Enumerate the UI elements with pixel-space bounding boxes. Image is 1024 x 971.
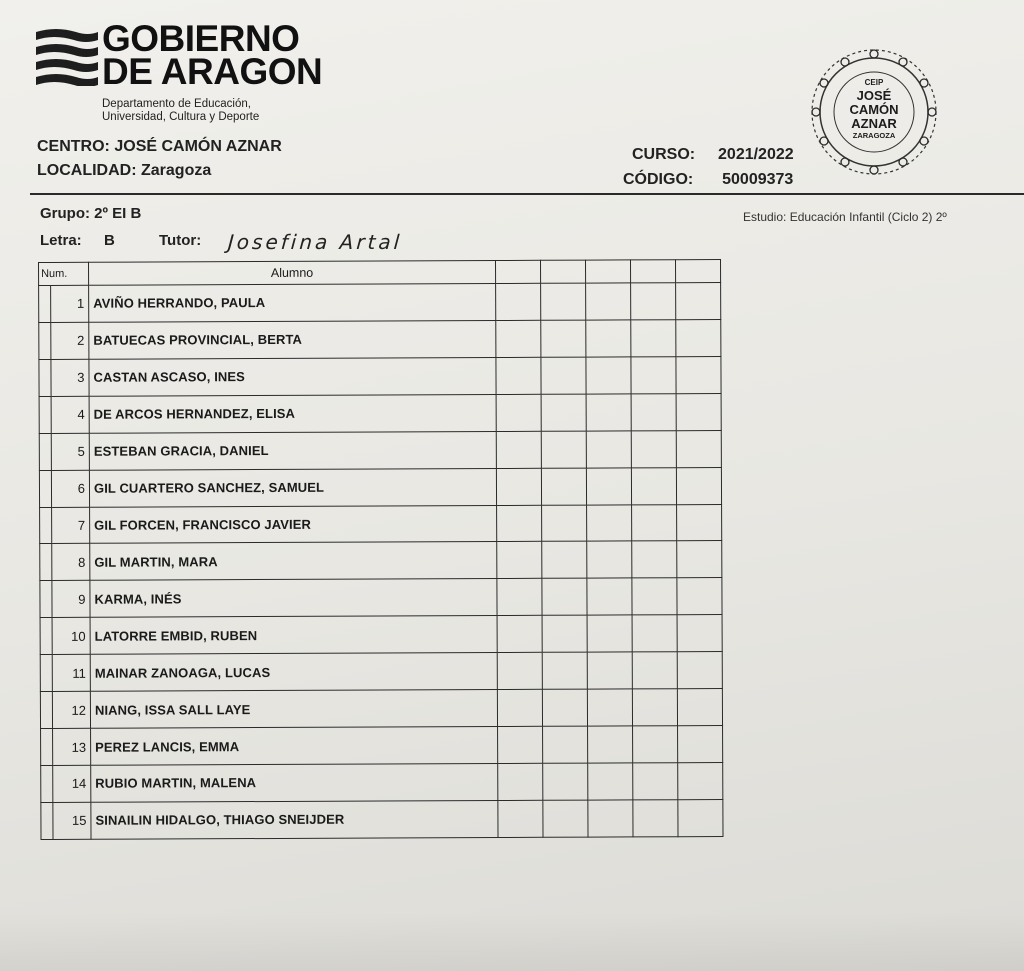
roster-table — [38, 259, 724, 840]
table-row — [40, 689, 722, 729]
blank-check-cell — [631, 283, 676, 320]
table-row — [40, 504, 722, 544]
grupo-value: 2º EI B — [94, 205, 142, 222]
student-name: SINAILIN HIDALGO, THIAGO SNEIJDER — [91, 800, 498, 839]
student-name: RUBIO MARTIN, MALENA — [91, 763, 498, 802]
blank-check-cell — [496, 357, 541, 394]
blank-col-header — [675, 260, 720, 283]
blank-check-cell — [543, 763, 588, 800]
table-row — [41, 726, 723, 766]
blank-check-cell — [587, 689, 632, 726]
blank-check-cell — [677, 578, 722, 615]
blank-check-cell — [541, 431, 586, 468]
blank-check-cell — [632, 615, 677, 652]
grupo-line — [40, 205, 141, 222]
tutor-handwritten-name: Josefina Artal — [227, 230, 404, 254]
seal-line4: AZNAR — [851, 116, 897, 131]
blank-check-cell — [541, 394, 586, 431]
logo-department — [102, 98, 342, 124]
blank-check-cell — [586, 468, 631, 505]
student-name: PEREZ LANCIS, EMMA — [91, 727, 498, 766]
row-edge-cell — [40, 655, 52, 692]
blank-check-cell — [632, 689, 677, 726]
blank-check-cell — [543, 800, 588, 837]
student-name: DE ARCOS HERNANDEZ, ELISA — [89, 394, 496, 433]
blank-check-cell — [586, 283, 631, 320]
codigo-label: CÓDIGO: — [623, 171, 694, 188]
row-edge-cell — [41, 802, 53, 839]
blank-check-cell — [678, 763, 723, 800]
blank-check-cell — [497, 542, 542, 579]
logo-dept-line2: Universidad, Cultura y Deporte — [102, 111, 260, 123]
blank-col-header — [630, 260, 675, 283]
student-name: ESTEBAN GRACIA, DANIEL — [89, 431, 496, 470]
row-number: 5 — [51, 433, 89, 470]
estudio-text: Estudio: Educación Infantil (Ciclo 2) 2º — [743, 210, 947, 224]
row-number: 2 — [51, 322, 89, 359]
school-seal — [808, 46, 940, 178]
row-edge-cell — [39, 322, 51, 359]
blank-check-cell — [496, 431, 541, 468]
paper-shadow — [0, 912, 1024, 971]
blank-check-cell — [587, 504, 632, 541]
row-number: 3 — [51, 359, 89, 396]
blank-check-cell — [497, 653, 542, 690]
centro-value: JOSÉ CAMÓN AZNAR — [114, 138, 282, 155]
localidad-label: LOCALIDAD: — [37, 162, 137, 179]
blank-check-cell — [541, 468, 586, 505]
blank-check-cell — [497, 689, 542, 726]
logo-title-line1: GOBIERNO — [102, 18, 300, 59]
row-number: 4 — [51, 396, 89, 433]
blank-check-cell — [676, 467, 721, 504]
blank-check-cell — [632, 504, 677, 541]
table-row — [40, 652, 722, 692]
blank-check-cell — [541, 320, 586, 357]
blank-check-cell — [542, 615, 587, 652]
blank-check-cell — [497, 505, 542, 542]
row-number: 11 — [52, 654, 90, 691]
blank-check-cell — [497, 616, 542, 653]
table-row — [39, 467, 721, 507]
blank-check-cell — [632, 541, 677, 578]
seal-line1: CEIP — [864, 78, 884, 87]
letra-label: Letra: — [40, 232, 82, 249]
blank-check-cell — [676, 356, 721, 393]
col-alumno-header: Alumno — [89, 261, 496, 286]
blank-check-cell — [677, 541, 722, 578]
logo-dept-line1: Departamento de Educación, — [102, 98, 251, 110]
row-number: 15 — [53, 802, 91, 839]
roster-body — [39, 283, 723, 840]
row-number: 13 — [53, 728, 91, 765]
blank-check-cell — [541, 283, 586, 320]
blank-check-cell — [587, 615, 632, 652]
table-row — [39, 393, 721, 433]
seal-line5: ZARAGOZA — [852, 131, 896, 140]
blank-check-cell — [631, 430, 676, 467]
row-edge-cell — [40, 581, 52, 618]
blank-check-cell — [631, 357, 676, 394]
row-number: 1 — [51, 285, 89, 322]
student-name: BATUECAS PROVINCIAL, BERTA — [89, 320, 496, 359]
blank-check-cell — [588, 726, 633, 763]
table-row — [40, 541, 722, 581]
curso-line — [632, 146, 794, 164]
blank-check-cell — [633, 800, 678, 837]
blank-check-cell — [587, 652, 632, 689]
blank-check-cell — [631, 320, 676, 357]
table-row — [41, 799, 723, 839]
blank-check-cell — [542, 689, 587, 726]
blank-check-cell — [633, 763, 678, 800]
codigo-line — [623, 171, 793, 189]
blank-check-cell — [631, 393, 676, 430]
blank-check-cell — [678, 726, 723, 763]
curso-label: CURSO: — [632, 146, 696, 163]
header-divider — [30, 193, 1024, 195]
student-name: KARMA, INÉS — [90, 579, 497, 618]
blank-check-cell — [496, 394, 541, 431]
blank-col-header — [585, 260, 630, 283]
table-row — [41, 763, 723, 803]
blank-check-cell — [542, 578, 587, 615]
col-num-header: Num. — [39, 262, 89, 285]
blank-check-cell — [632, 652, 677, 689]
centro-label: CENTRO: — [37, 138, 110, 155]
seal-line3: CAMÓN — [849, 102, 899, 117]
row-edge-cell — [39, 470, 51, 507]
blank-check-cell — [588, 800, 633, 837]
row-number: 12 — [52, 691, 90, 728]
row-edge-cell — [40, 544, 52, 581]
student-roster — [38, 259, 723, 840]
blank-check-cell — [496, 320, 541, 357]
blank-check-cell — [677, 615, 722, 652]
blank-check-cell — [542, 652, 587, 689]
table-row — [40, 578, 722, 618]
student-name: CASTAN ASCASO, INES — [89, 357, 496, 396]
blank-check-cell — [677, 652, 722, 689]
row-number: 10 — [52, 618, 90, 655]
blank-check-cell — [676, 393, 721, 430]
localidad-value: Zaragoza — [141, 162, 212, 179]
blank-check-cell — [587, 578, 632, 615]
blank-check-cell — [586, 357, 631, 394]
student-name: GIL FORCEN, FRANCISCO JAVIER — [90, 505, 497, 544]
blank-check-cell — [496, 468, 541, 505]
blank-check-cell — [543, 726, 588, 763]
blank-check-cell — [676, 430, 721, 467]
row-edge-cell — [39, 433, 51, 470]
seal-line2: JOSÉ — [856, 88, 892, 103]
logo-title — [102, 18, 402, 92]
blank-check-cell — [677, 504, 722, 541]
row-number: 7 — [52, 507, 90, 544]
blank-check-cell — [541, 357, 586, 394]
row-edge-cell — [39, 359, 51, 396]
blank-check-cell — [587, 541, 632, 578]
blank-check-cell — [676, 319, 721, 356]
grupo-label: Grupo: — [40, 205, 90, 222]
student-name: LATORRE EMBID, RUBEN — [90, 616, 497, 655]
blank-col-header — [540, 260, 585, 283]
student-name: AVIÑO HERRANDO, PAULA — [89, 284, 496, 323]
blank-check-cell — [586, 431, 631, 468]
blank-check-cell — [542, 505, 587, 542]
roster-header-row — [39, 260, 721, 286]
blank-check-cell — [542, 542, 587, 579]
row-edge-cell — [39, 396, 51, 433]
row-edge-cell — [40, 507, 52, 544]
table-row — [40, 615, 722, 655]
blank-check-cell — [633, 726, 678, 763]
table-row — [39, 283, 721, 323]
table-row — [39, 356, 721, 396]
row-edge-cell — [41, 729, 53, 766]
tutor-label: Tutor: — [159, 232, 202, 249]
row-number: 9 — [52, 581, 90, 618]
student-name: NIANG, ISSA SALL LAYE — [90, 690, 497, 729]
blank-check-cell — [631, 467, 676, 504]
blank-check-cell — [498, 763, 543, 800]
row-edge-cell — [40, 692, 52, 729]
blank-check-cell — [497, 579, 542, 616]
table-row — [39, 430, 721, 470]
student-name: MAINAR ZANOAGA, LUCAS — [90, 653, 497, 692]
codigo-value: 50009373 — [722, 171, 794, 188]
row-edge-cell — [41, 765, 53, 802]
aragon-stripes-icon — [36, 28, 98, 86]
student-name: GIL CUARTERO SANCHEZ, SAMUEL — [89, 468, 496, 507]
blank-col-header — [495, 260, 540, 283]
row-number: 8 — [52, 544, 90, 581]
student-name: GIL MARTIN, MARA — [90, 542, 497, 581]
logo-title-line2: DE ARAGON — [102, 51, 323, 92]
centro-line — [37, 138, 282, 156]
letra-line — [40, 232, 115, 249]
blank-check-cell — [496, 283, 541, 320]
blank-check-cell — [632, 578, 677, 615]
localidad-line — [37, 162, 211, 180]
letra-value: B — [104, 232, 115, 249]
curso-value: 2021/2022 — [718, 146, 794, 163]
table-row — [39, 319, 721, 359]
blank-check-cell — [676, 283, 721, 320]
blank-check-cell — [586, 394, 631, 431]
blank-check-cell — [678, 799, 723, 836]
blank-check-cell — [498, 800, 543, 837]
blank-check-cell — [498, 726, 543, 763]
blank-check-cell — [588, 763, 633, 800]
blank-check-cell — [586, 320, 631, 357]
blank-check-cell — [677, 689, 722, 726]
row-number: 14 — [53, 765, 91, 802]
row-edge-cell — [39, 285, 51, 322]
row-number: 6 — [51, 470, 89, 507]
row-edge-cell — [40, 618, 52, 655]
